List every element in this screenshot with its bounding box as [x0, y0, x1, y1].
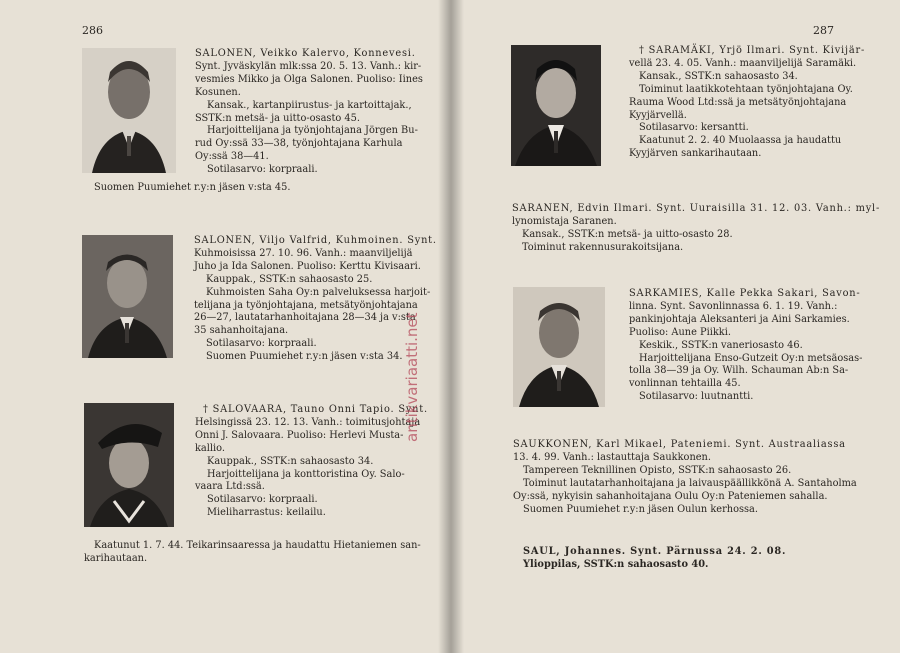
entry-line: Sotilasarvo: korpraali. — [207, 164, 318, 176]
entry-line: rud Oy:ssä 33—38, työnjohtajana Karhula — [195, 138, 403, 150]
entry-line: Synt. Jyväskylän mlk:ssa 20. 5. 13. Vanh.: kir- — [195, 60, 422, 72]
entry-salonen-veikko — [195, 48, 423, 177]
entry-salovaara — [195, 404, 428, 520]
entry-line: Kyyjärvellä. — [629, 109, 687, 121]
entry-line: SARKAMIES, Kalle Pekka Sakari, Savon- — [629, 288, 861, 299]
entry-line: Sotilasarvo: kersantti. — [639, 122, 749, 134]
entry-line: Kauppak., SSTK:n sahaosasto 34. — [207, 455, 374, 467]
entry-line: lynomistaja Saranen. — [512, 215, 617, 227]
entry-line: pankinjohtaja Aleksanteri ja Aini Sarkamies. — [629, 313, 850, 325]
watermark-stamp: antikvariaatti.net — [403, 312, 421, 442]
entry-line: Toiminut laatikkotehtaan työnjohtajana Oy. — [639, 83, 853, 95]
entry-line: Helsingissä 23. 12. 13. Vanh.: toimitusjohtaja — [195, 416, 421, 428]
entry-line: vellä 23. 4. 05. Vanh.: maanviljelijä Saramäki. — [629, 57, 857, 69]
entry-line: Keskik., SSTK:n vaneriosasto 46. — [639, 339, 803, 351]
portrait-photo-salovaara — [84, 403, 174, 527]
entry-line: Onni J. Salovaara. Puoliso: Herlevi Musta- — [195, 429, 404, 441]
entry-line: vonlinnan tehtailla 45. — [629, 378, 741, 390]
entry-line: SAUL, Johannes. Synt. Pärnussa 24. 2. 08. — [523, 546, 787, 557]
entry-line: linna. Synt. Savonlinnassa 6. 1. 19. Vanh.: — [629, 300, 838, 312]
entry-line: telijana ja työnjohtajana, metsätyönjohtajana — [194, 299, 418, 311]
entry-line: Suomen Puumiehet r.y:n jäsen v:sta 45. — [94, 182, 291, 193]
entry-line: † SALOVAARA, Tauno Onni Tapio. Synt. — [203, 404, 428, 415]
entry-line: † SARAMÄKI, Yrjö Ilmari. Synt. Kivijär- — [639, 45, 866, 56]
entry-line: 26—27, lautatarhanhoitajana 28—34 ja v:sta — [194, 312, 416, 324]
entry-line: Rauma Wood Ltd:ssä ja metsätyönjohtajana — [629, 96, 847, 108]
entry-line: SAUKKONEN, Karl Mikael, Pateniemi. Synt. Austraaliassa — [513, 439, 846, 450]
entry-line: SSTK:n metsä- ja uitto-osasto 45. — [195, 112, 360, 124]
entry-line: Sotilasarvo: luutnantti. — [639, 391, 754, 403]
entry-line: Oy:ssä 38—41. — [195, 151, 269, 163]
entry-line: Kansak., SSTK:n sahaosasto 34. — [639, 70, 798, 82]
entry-line: 35 sahanhoitajana. — [194, 325, 289, 337]
entry-line: Kaatunut 2. 2. 40 Muolaassa ja haudattu — [639, 135, 842, 147]
entry-line: SALONEN, Veikko Kalervo, Konnevesi. — [195, 48, 416, 59]
entry-line: vaara Ltd:ssä. — [195, 481, 265, 493]
entry-line: Kansak., kartanpiirustus- ja kartoittajak., — [207, 99, 412, 111]
entry-saramaki — [629, 45, 865, 161]
entry-line: Kauppak., SSTK:n sahaosasto 25. — [206, 273, 373, 285]
portrait-photo-salonen-viljo — [82, 235, 173, 358]
entry-line: Harjoittelijana ja konttoristina Oy. Salo- — [207, 468, 405, 480]
entry-line: Juho ja Ida Salonen. Puoliso: Kerttu Kivisaari. — [194, 260, 421, 272]
page-number-right: 287 — [813, 24, 834, 37]
entry-line: Sotilasarvo: korpraali. — [207, 494, 318, 506]
entry-line: Toiminut rakennusurakoitsijana. — [522, 241, 684, 253]
entry-line: Kosunen. — [195, 86, 241, 98]
entry-line: Suomen Puumiehet r.y:n jäsen Oulun kerhossa. — [523, 503, 758, 515]
page-number-left: 286 — [82, 24, 103, 37]
entry-saranen — [512, 203, 880, 255]
entry-line: Toiminut lautatarhanhoitajana ja laivauspäällikkönä A. Santaholma — [523, 477, 857, 489]
entry-line: SALONEN, Viljo Valfrid, Kuhmoinen. Synt. — [194, 235, 437, 246]
entry-salovaara-footnote — [84, 540, 421, 566]
entry-line: Kansak., SSTK:n metsä- ja uitto-osasto 28. — [522, 228, 733, 240]
entry-line: Kuhmoisten Saha Oy:n palveluksessa harjoit- — [206, 286, 431, 298]
portrait-photo-saramaki — [511, 45, 601, 166]
entry-line: Kaatunut 1. 7. 44. Teikarinsaaressa ja haudattu Hietaniemen san- — [94, 540, 421, 551]
book-gutter-shadow — [438, 0, 464, 653]
entry-salonen-veikko-footnote — [94, 182, 290, 195]
entry-line: Sotilasarvo: korpraali. — [206, 338, 317, 350]
entry-line: tolla 38—39 ja Oy. Wilh. Schauman Ab:n Sa- — [629, 365, 849, 377]
entry-line: Puoliso: Aune Piikki. — [629, 326, 731, 338]
portrait-photo-sarkamies — [513, 287, 605, 407]
entry-salonen-viljo — [194, 235, 437, 364]
entry-line: Oy:ssä, nykyisin sahanhoitajana Oulu Oy:n Pateniemen sahalla. — [513, 490, 828, 502]
entry-line: Ylioppilas, SSTK:n sahaosasto 40. — [523, 558, 709, 570]
entry-line: Mieliharrastus: keilailu. — [207, 507, 326, 519]
entry-line: Tampereen Teknillinen Opisto, SSTK:n sahaosasto 26. — [523, 464, 792, 476]
entry-line: kallio. — [195, 442, 226, 454]
entry-saukkonen — [513, 439, 857, 516]
portrait-photo-salonen-veikko — [82, 48, 176, 173]
entry-line: Harjoittelijana ja työnjohtajana Jörgen Bu- — [207, 125, 418, 137]
entry-line: 13. 4. 99. Vanh.: lastauttaja Saukkonen. — [513, 451, 711, 463]
entry-line: Suomen Puumiehet r.y:n jäsen v:sta 34. — [206, 351, 403, 363]
entry-sarkamies — [629, 288, 862, 404]
entry-line: karihautaan. — [84, 552, 148, 564]
entry-line: vesmies Mikko ja Olga Salonen. Puoliso: Iines — [195, 73, 423, 85]
entry-saul — [523, 546, 786, 572]
right-page — [451, 0, 900, 653]
entry-line: Kyyjärven sankarihautaan. — [629, 148, 762, 160]
entry-line: Harjoittelijana Enso-Gutzeit Oy:n metsäosas- — [639, 352, 863, 364]
entry-line: Kuhmoisissa 27. 10. 96. Vanh.: maanviljelijä — [194, 247, 413, 259]
entry-line: SARANEN, Edvin Ilmari. Synt. Uuraisilla 31. 12. 03. Vanh.: myl- — [512, 203, 881, 214]
